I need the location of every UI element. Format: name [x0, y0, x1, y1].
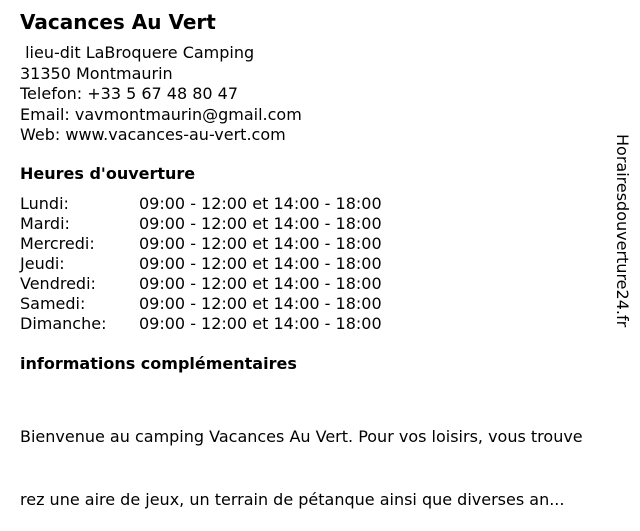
- hours-row-saturday: [20, 294, 440, 314]
- site-watermark: Horairesdouverture24.fr: [613, 134, 632, 328]
- time-range: 09:00 - 12:00 et 14:00 - 18:00: [139, 294, 382, 313]
- time-range: 09:00 - 12:00 et 14:00 - 18:00: [139, 314, 382, 333]
- hours-row-sunday: [20, 314, 440, 334]
- time-range: 09:00 - 12:00 et 14:00 - 18:00: [139, 194, 382, 213]
- hours-row-tuesday: [20, 214, 440, 234]
- hours-row-thursday: [20, 254, 440, 274]
- address-city: 31350 Montmaurin: [20, 63, 173, 83]
- hours-row-friday: [20, 274, 440, 294]
- hours-row-wednesday: [20, 234, 440, 254]
- additional-info-text: [20, 356, 632, 531]
- address-street: lieu-dit LaBroquere Camping: [20, 43, 255, 62]
- info-line: rez une aire de jeux, un terrain de pétanque ainsi que diverses an...: [20, 490, 565, 509]
- day-label: Samedi:: [20, 294, 86, 313]
- phone-number: Telefon: +33 5 67 48 80 47: [20, 84, 239, 103]
- additional-info-heading: informations complémentaires: [20, 354, 297, 373]
- time-range: 09:00 - 12:00 et 14:00 - 18:00: [139, 274, 382, 293]
- website: Web: www.vacances-au-vert.com: [20, 125, 286, 144]
- day-label: Dimanche:: [20, 314, 107, 333]
- day-label: Lundi:: [20, 194, 69, 213]
- email-address: Email: vavmontmaurin@gmail.com: [20, 104, 302, 124]
- hours-row-monday: [20, 194, 440, 214]
- business-name: Vacances Au Vert: [20, 10, 216, 34]
- time-range: 09:00 - 12:00 et 14:00 - 18:00: [139, 254, 382, 273]
- day-label: Mercredi:: [20, 234, 95, 253]
- info-line: Bienvenue au camping Vacances Au Vert. Pour vos loisirs, vous trouve: [20, 427, 583, 446]
- opening-hours-heading: Heures d'ouverture: [20, 164, 196, 183]
- day-label: Jeudi:: [20, 254, 65, 273]
- contact-block: [20, 43, 302, 146]
- day-label: Mardi:: [20, 214, 70, 233]
- opening-hours-table: [20, 194, 440, 334]
- time-range: 09:00 - 12:00 et 14:00 - 18:00: [139, 234, 382, 253]
- time-range: 09:00 - 12:00 et 14:00 - 18:00: [139, 214, 382, 233]
- day-label: Vendredi:: [20, 274, 96, 293]
